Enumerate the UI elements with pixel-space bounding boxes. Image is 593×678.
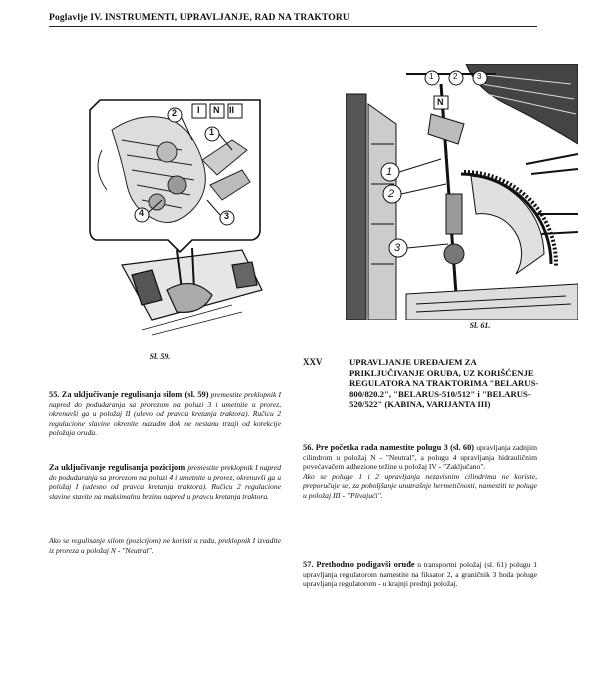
figure-59-caption: Sl. 59. <box>149 352 171 361</box>
paragraph-56-italic: Ako se poluge 1 i 2 upravljanja nezavisnim cilindrima ne koriste, preporučuje se, za poboljšanje unutrašnje hermetičnosti, namestiti te poluge u položaj III - "Plivajući". <box>303 471 537 500</box>
paragraph-56-text: upravljanja zadnjim cilindrom u položaj N - "Neutral", a polugu 4 upravljanja hidrauličnim povećavačem adhezione težine u položaj IV - "Zaključano". <box>303 443 537 472</box>
section-number: XXV <box>303 357 323 367</box>
section-title: UPRAVLJANJE UREĐAJEM ZA PRIKLJUČIVANJE ORUĐA, UZ KORIŠĆENJE REGULATORA NA TRAKTORIMA "BELARUS-800/820.2", "BELARUS-510/512" i "BELARUS-520/522" (KABINA, VARIJANTA III) <box>349 357 539 410</box>
paragraph-55-heading: 55. Za uključivanje regulisanja silom (sl. 59) <box>49 390 209 399</box>
paragraph-57-text: u transportni položaj (sl. 61) polugu 1 upravljanja regulatorom namestite na fiksator 2, a graničnik 3 hoda poluge upravljanja regulatorom - u krajnji prednji položaj. <box>303 560 538 589</box>
figure-59-label-4: 4 <box>139 208 145 218</box>
paragraph-57-heading: 57. Prethodno podigavši oruđe <box>303 560 415 569</box>
page-header: Poglavlje IV. INSTRUMENTI, UPRAVLJANJE, RAD NA TRAKTORU <box>49 12 350 23</box>
paragraph-56 <box>303 443 537 501</box>
figure-59-pos-N: N <box>213 105 220 115</box>
figure-61-illustration <box>346 64 578 320</box>
figure-59-label-1: 1 <box>209 127 215 137</box>
figure-61-top-label-2: 2 <box>453 72 458 81</box>
paragraph-position-control <box>49 463 281 501</box>
figure-59-label-3: 3 <box>224 211 230 221</box>
paragraph-57 <box>303 560 537 589</box>
paragraph-position-heading: Za uključivanje regulisanja pozicijom <box>49 463 186 472</box>
paragraph-55-text: premestite preklopnik I napred do podudaranja sa prorezom na poluzi 3 i umetnite u prorez, okrenuvši ga u položaj II (ulevo od pravca kretanja traktora). Ručicu 2 regulacione slavine okrenite nazadm dok ne nestanu trzaji od korekcije položaja oruđa. <box>49 390 281 438</box>
figure-61-label-1: 1 <box>386 166 393 178</box>
figure-59-pos-I: I <box>197 105 200 115</box>
figure-61-label-2: 2 <box>388 188 395 200</box>
header-rule <box>49 26 537 27</box>
figure-61-pos-N: N <box>437 97 444 107</box>
figure-59-pos-II: II <box>229 105 235 115</box>
figure-59-illustration <box>82 90 268 338</box>
paragraph-56-heading: 56. Pre početka rada namestite polugu 3 (sl. 60) <box>303 443 475 452</box>
figure-61-top-label-3: 3 <box>477 72 482 81</box>
paragraph-position-text: premestite preklopnik I napred do podudaranja sa prorezom na poluzi 4 i umetnite u prorez, okrenuvši ga u položaj I (udesno od pravca kretanja traktora). Ručicu 2 regulacione slavine stavite na maksimalnu brzinu napred u pravcu kretanja traktora. <box>49 463 281 501</box>
figure-61-top-label-1: 1 <box>429 72 434 81</box>
figure-59-label-2: 2 <box>172 108 178 118</box>
paragraph-55 <box>49 390 281 438</box>
figure-61-caption: Sl. 61. <box>469 321 491 330</box>
figure-61-label-3: 3 <box>394 242 401 254</box>
paragraph-note <box>49 536 281 555</box>
paragraph-note-text: Ako se regulisanje silom (pozicijom) ne koristi u radu, preklopnik I izvadite iz proreza u položaj N - "Neutral". <box>49 536 281 555</box>
